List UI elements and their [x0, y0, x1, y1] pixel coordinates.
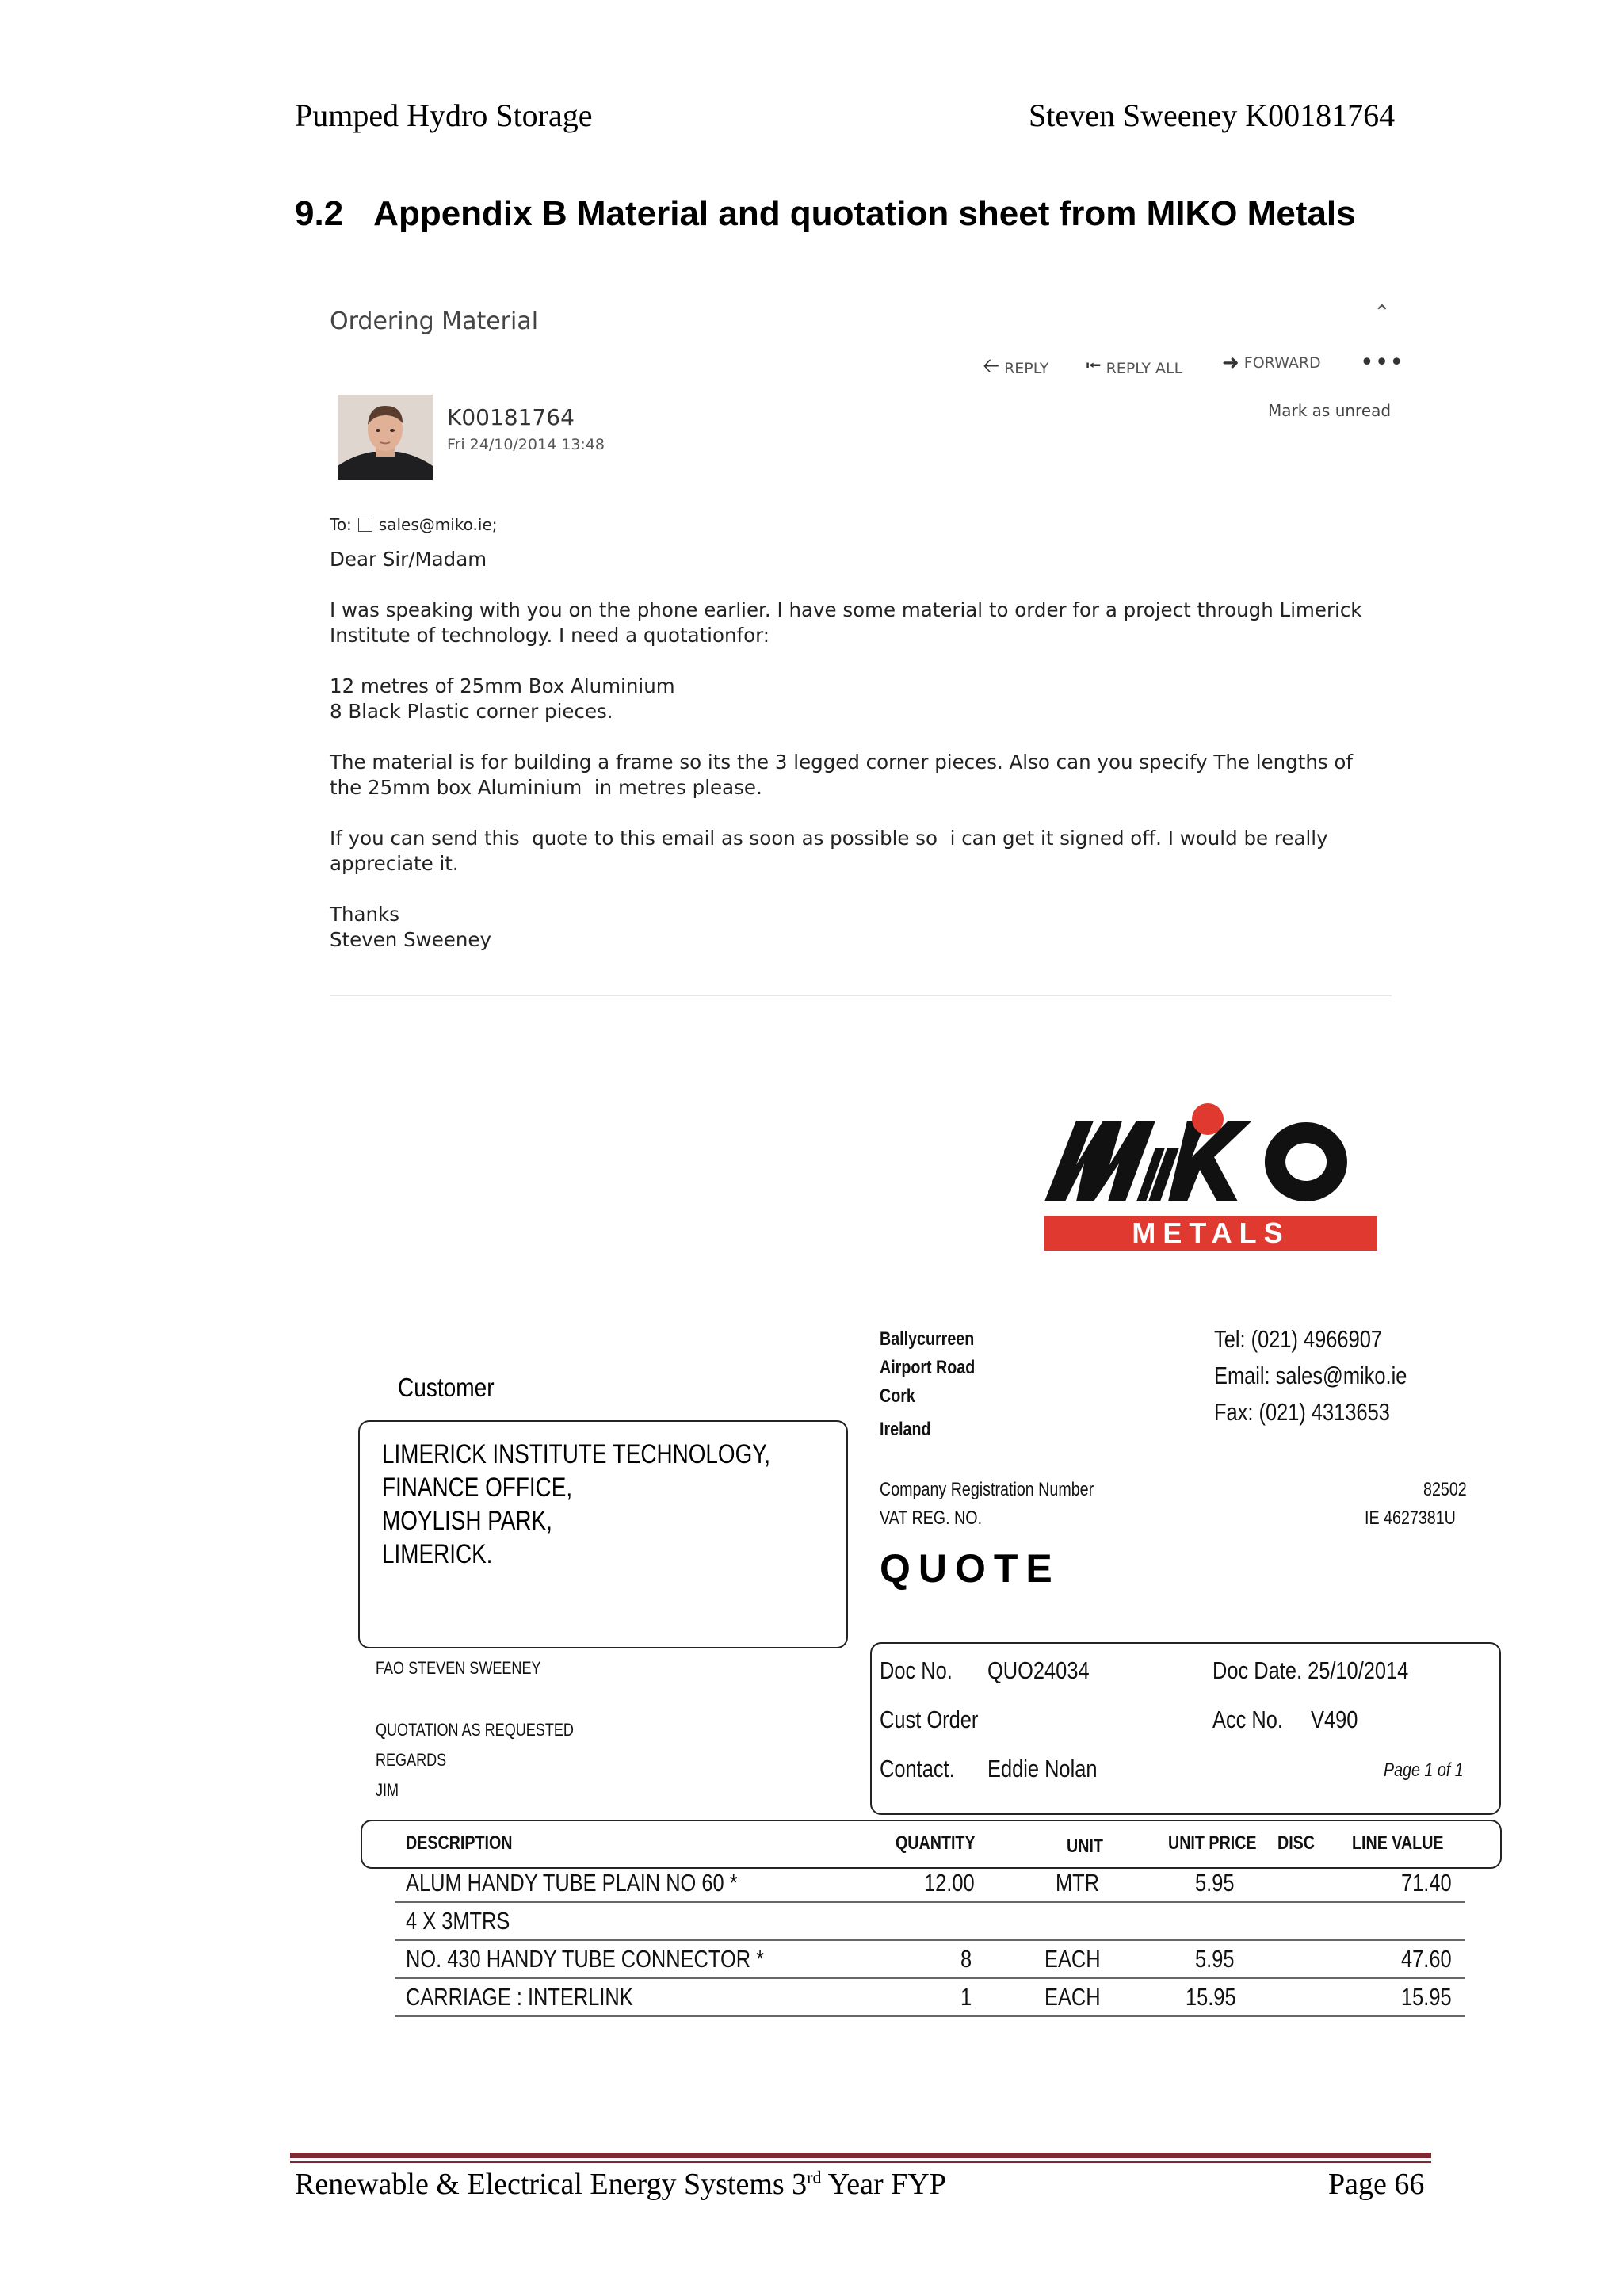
more-options-icon[interactable]: •••: [1360, 349, 1405, 376]
reply-label: REPLY: [1004, 360, 1049, 377]
row-description: ALUM HANDY TUBE PLAIN NO 60 *: [406, 1869, 738, 1897]
acc-no-label: Acc No.: [1212, 1706, 1283, 1733]
contact-label: Contact.: [880, 1755, 955, 1782]
doc-no-label: Doc No.: [880, 1656, 953, 1684]
customer-line: LIMERICK.: [382, 1539, 493, 1569]
customer-line: MOYLISH PARK,: [382, 1506, 552, 1536]
email-body: [330, 547, 1384, 953]
reply-button[interactable]: [983, 351, 1048, 386]
acc-no-value: V490: [1311, 1706, 1358, 1733]
reply-arrow-icon: 🡠: [983, 354, 1000, 378]
row-unit: EACH: [1044, 1945, 1101, 1973]
email-address: Email: sales@miko.ie: [1214, 1362, 1407, 1389]
email-item-line: 8 Black Plastic corner pieces.: [330, 700, 613, 723]
email-signature: Steven Sweeney: [330, 928, 491, 951]
miko-metals-logo: [1044, 1098, 1377, 1251]
note-line: REGARDS: [376, 1750, 447, 1770]
reply-all-arrow-icon: ⭰: [1086, 354, 1102, 378]
footer-course-end: Year FYP: [821, 2168, 946, 2201]
email-paragraph: The material is for building a frame so its the 3 legged corner pieces. Also can you specify The lengths of the 25mm box Aluminium in metres please.: [330, 751, 1359, 799]
recipient-address[interactable]: sales@miko.ie;: [378, 515, 498, 534]
col-line-value: LINE VALUE: [1352, 1832, 1444, 1854]
fax-number: Fax: (021) 4313653: [1214, 1398, 1390, 1426]
customer-label: Customer: [398, 1373, 495, 1402]
sent-date: Fri 24/10/2014 13:48: [447, 436, 605, 453]
doc-no-value: QUO24034: [987, 1656, 1090, 1684]
email-subject: Ordering Material: [330, 308, 539, 335]
vat-label: VAT REG. NO.: [880, 1507, 983, 1529]
col-unit: UNIT: [1067, 1836, 1103, 1857]
sender-name: K00181764: [447, 404, 575, 430]
phone-number: Tel: (021) 4966907: [1214, 1325, 1382, 1353]
note-line: JIM: [376, 1780, 399, 1800]
miko-logo-mark: [1044, 1098, 1377, 1216]
address-line: Ballycurreen: [880, 1328, 975, 1350]
footer-course-sup: rd: [807, 2167, 822, 2187]
row-quantity: 1: [960, 1983, 972, 2011]
address-line: Ireland: [880, 1419, 931, 1440]
row-description: NO. 430 HANDY TUBE CONNECTOR *: [406, 1945, 765, 1973]
row-description: 4 X 3MTRS: [406, 1907, 510, 1935]
section-number: 9.2: [295, 194, 344, 233]
forward-button[interactable]: [1222, 351, 1321, 375]
col-disc: DISC: [1277, 1832, 1316, 1854]
row-divider: [395, 1939, 1465, 1941]
email-item-line: 12 metres of 25mm Box Aluminium: [330, 674, 675, 697]
col-description: DESCRIPTION: [406, 1832, 513, 1854]
doc-date: Doc Date. 25/10/2014: [1212, 1656, 1409, 1684]
company-reg-value: 82502: [1423, 1479, 1467, 1500]
row-quantity: 8: [960, 1945, 972, 1973]
vat-value: IE 4627381U: [1365, 1507, 1456, 1529]
address-line: Airport Road: [880, 1357, 976, 1378]
row-line-value: 47.60: [1401, 1945, 1452, 1973]
to-label: To:: [330, 515, 352, 534]
note-line: QUOTATION AS REQUESTED: [376, 1720, 574, 1740]
email-divider: [330, 995, 1392, 996]
col-unit-price: UNIT PRICE: [1168, 1832, 1257, 1854]
reply-all-label: REPLY ALL: [1106, 360, 1183, 377]
logo-subtitle: METALS: [1044, 1216, 1377, 1251]
mark-as-unread-link[interactable]: Mark as unread: [1268, 401, 1392, 420]
page-count: Page 1 of 1: [1384, 1759, 1464, 1781]
row-line-value: 71.40: [1401, 1869, 1452, 1897]
customer-line: LIMERICK INSTITUTE TECHNOLOGY,: [382, 1439, 771, 1469]
cust-order-label: Cust Order: [880, 1706, 979, 1733]
sender-avatar: [338, 395, 433, 480]
contact-value: Eddie Nolan: [987, 1755, 1098, 1782]
footer-rule-thin: [290, 2161, 1431, 2163]
row-unit-price: 5.95: [1195, 1945, 1235, 1973]
page-number: Page 66: [1328, 2168, 1425, 2201]
email-paragraph: I was speaking with you on the phone earlier. I have some material to order for a project through Limerick Institute of technology. I need a quotationfor:: [330, 598, 1369, 647]
running-header-author: Steven Sweeney K00181764: [1029, 97, 1396, 133]
row-divider: [395, 1977, 1465, 1979]
row-divider: [395, 2015, 1465, 2017]
footer-course: [295, 2167, 946, 2202]
footer-course-text: Renewable & Electrical Energy Systems 3: [295, 2168, 808, 2201]
row-description: CARRIAGE : INTERLINK: [406, 1983, 633, 2011]
section-title: Appendix B Material and quotation sheet from MIKO Metals: [373, 194, 1356, 233]
row-divider: [395, 1901, 1465, 1903]
row-unit: EACH: [1044, 1983, 1101, 2011]
address-line: Cork: [880, 1385, 915, 1407]
forward-label: FORWARD: [1243, 354, 1321, 372]
customer-address: [382, 1438, 770, 1571]
row-line-value: 15.95: [1401, 1983, 1452, 2011]
email-greeting: Dear Sir/Madam: [330, 548, 487, 571]
section-heading: [295, 194, 1356, 234]
running-header-title: Pumped Hydro Storage: [295, 97, 593, 133]
reply-all-button[interactable]: [1086, 351, 1182, 386]
company-reg-label: Company Registration Number: [880, 1479, 1094, 1500]
email-closing: Thanks: [330, 903, 399, 926]
row-unit: MTR: [1056, 1869, 1100, 1897]
col-quantity: QUANTITY: [896, 1832, 976, 1854]
contact-card-icon: [358, 518, 372, 532]
row-quantity: 12.00: [924, 1869, 975, 1897]
forward-arrow-icon: ➜: [1222, 351, 1239, 375]
row-unit-price: 5.95: [1195, 1869, 1235, 1897]
recipient-row: [330, 515, 498, 534]
sender-photo-icon: [338, 395, 433, 480]
footer-rule: [290, 2153, 1431, 2158]
fao-note: FAO STEVEN SWEENEY: [376, 1658, 541, 1678]
customer-line: FINANCE OFFICE,: [382, 1473, 573, 1503]
collapse-icon[interactable]: ⌃: [1373, 301, 1391, 325]
email-paragraph: If you can send this quote to this email as soon as possible so i can get it signed off. I would be really appreciate it.: [330, 827, 1335, 875]
row-unit-price: 15.95: [1186, 1983, 1236, 2011]
quote-title: QUOTE: [880, 1546, 1060, 1591]
